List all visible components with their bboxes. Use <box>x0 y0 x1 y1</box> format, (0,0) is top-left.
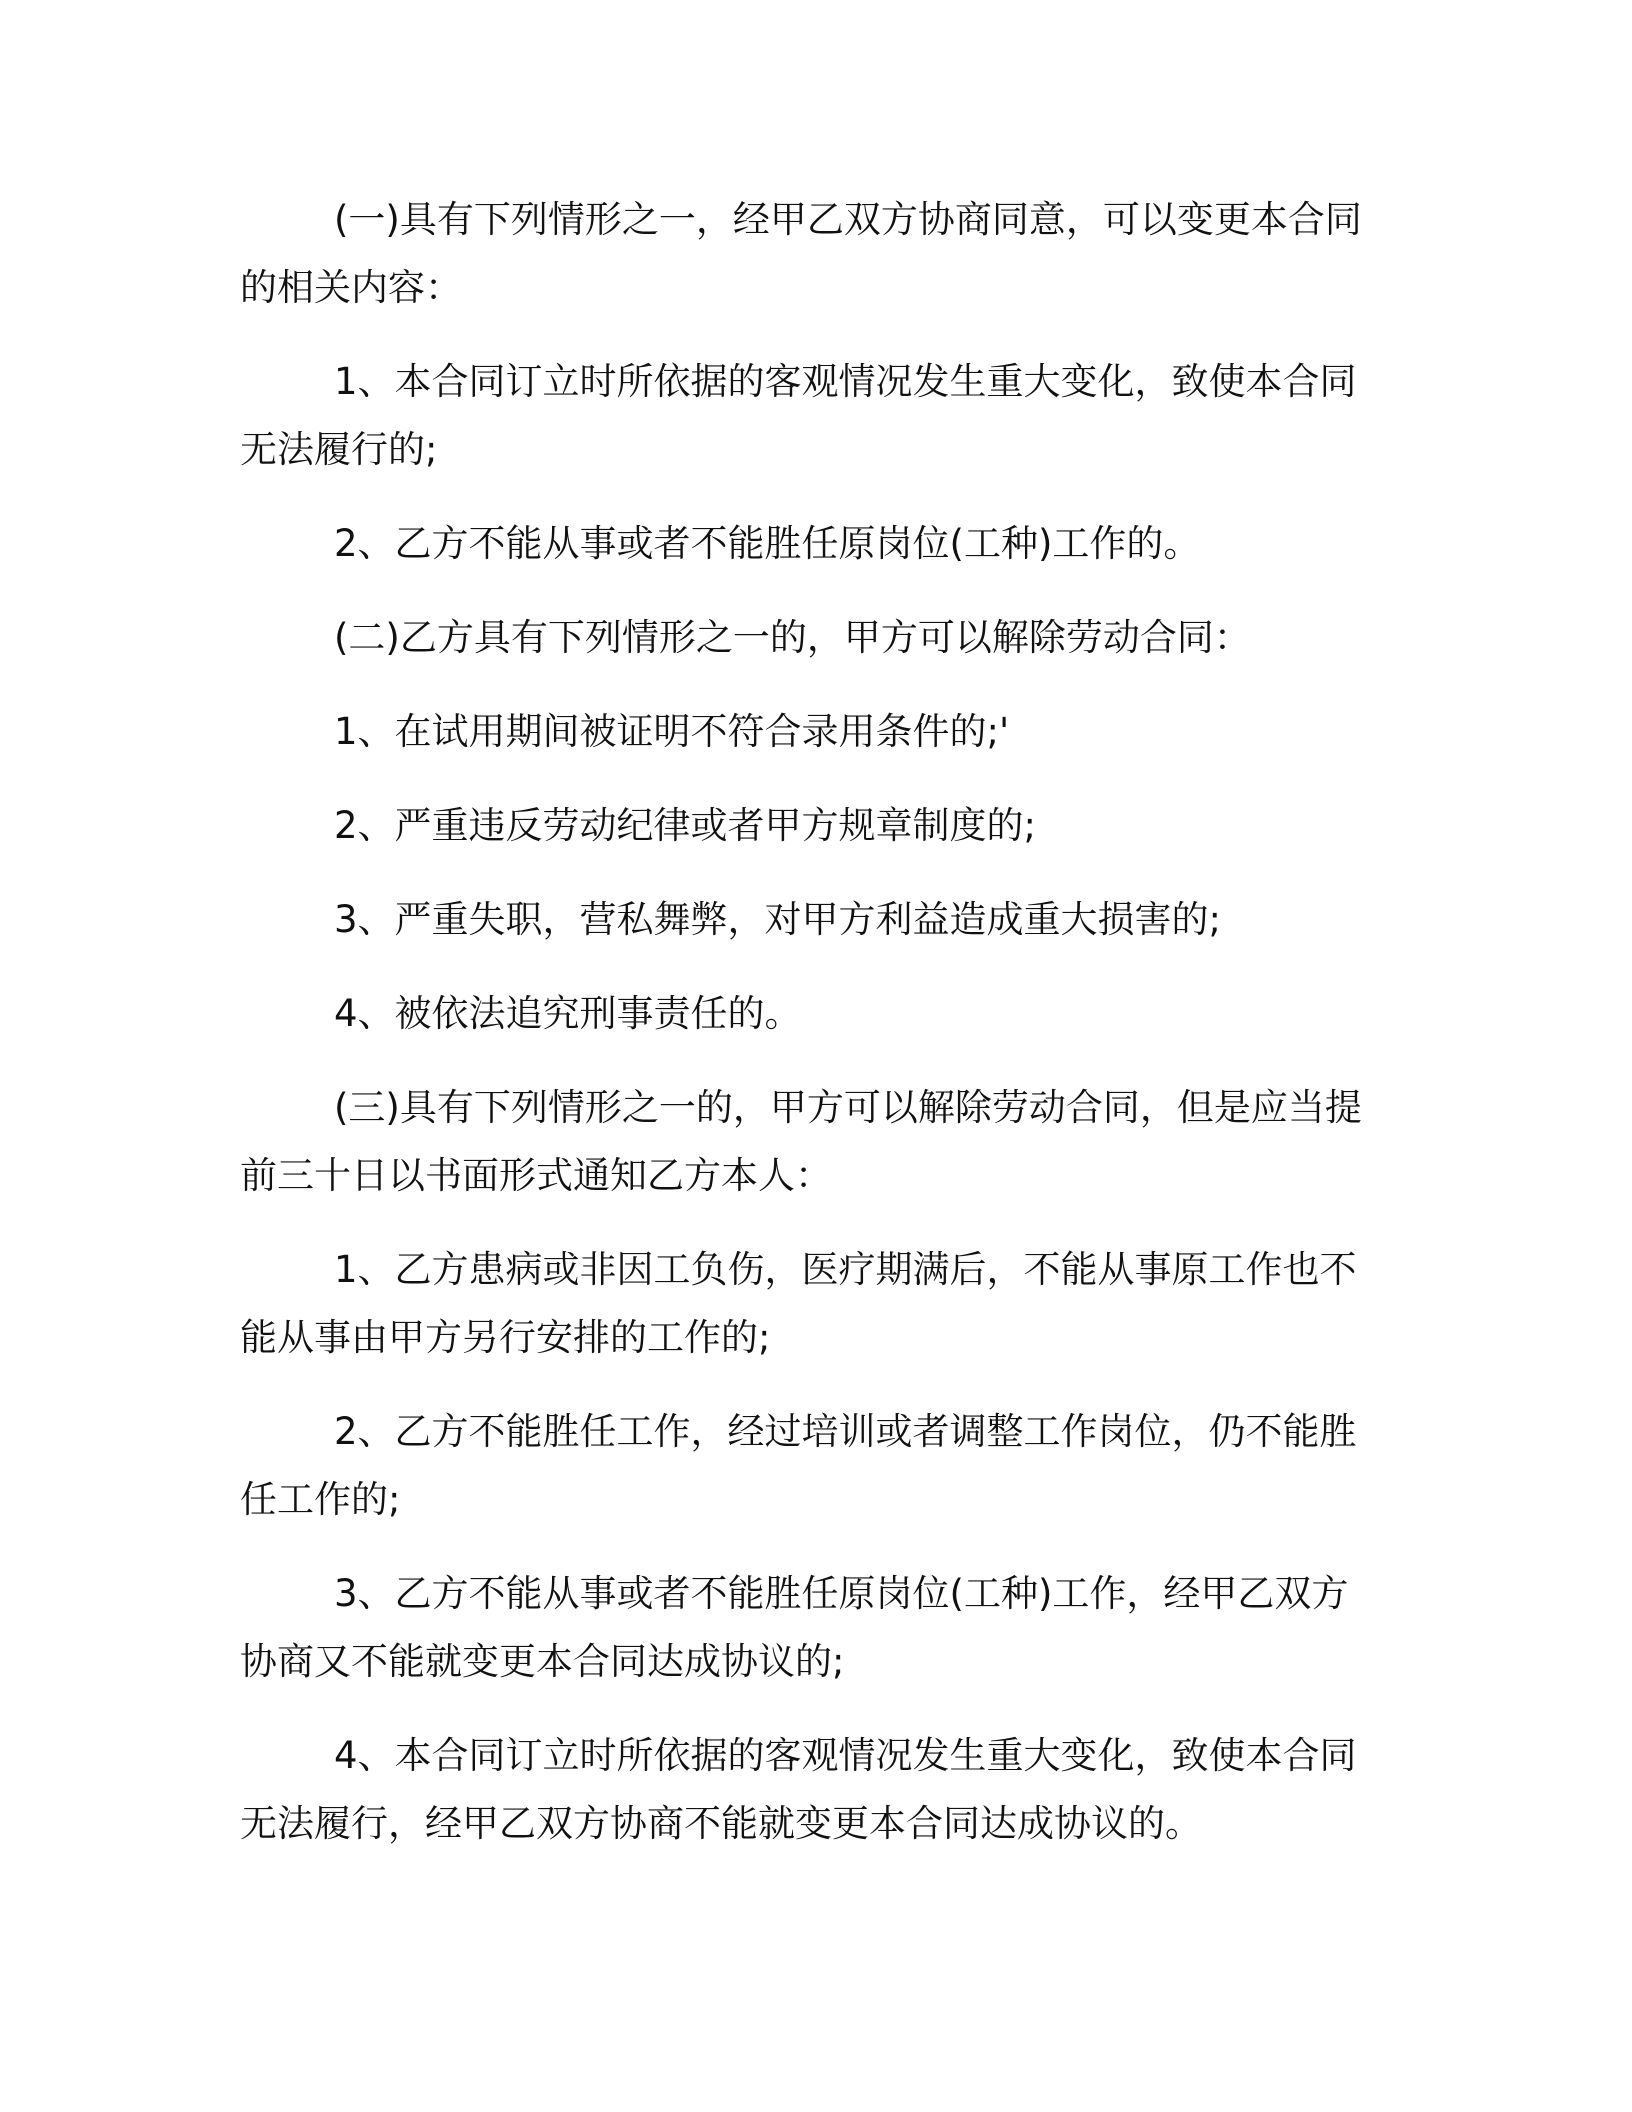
paragraph-section-3-item-4: 4、本合同订立时所依据的客观情况发生重大变化，致使本合同无法履行，经甲乙双方协商不能就变更本合同达成协议的。 <box>240 1734 1357 1845</box>
paragraph-section-3-heading: (三)具有下列情形之一的，甲方可以解除劳动合同，但是应当提前三十日以书面形式通知乙方本人： <box>240 1086 1362 1197</box>
document-body <box>240 186 1380 1884</box>
paragraph-section-3-item-3: 3、乙方不能从事或者不能胜任原岗位(工种)工作，经甲乙双方协商又不能就变更本合同达成协议的; <box>240 1572 1349 1683</box>
paragraph-section-1-item-2: 2、乙方不能从事或者不能胜任原岗位(工种)工作的。 <box>334 522 1201 565</box>
paragraph-section-2-item-4: 4、被依法追究刑事责任的。 <box>334 992 802 1035</box>
paragraph-section-1-item-1: 1、本合同订立时所依据的客观情况发生重大变化，致使本合同无法履行的; <box>240 360 1357 471</box>
paragraph-section-2-item-1: 1、在试用期间被证明不符合录用条件的;' <box>334 710 1010 753</box>
paragraph-section-2-item-2: 2、严重违反劳动纪律或者甲方规章制度的; <box>334 804 1037 847</box>
paragraph-section-3-item-2: 2、乙方不能胜任工作，经过培训或者调整工作岗位，仍不能胜任工作的; <box>240 1410 1357 1521</box>
paragraph-section-2-item-3: 3、严重失职，营私舞弊，对甲方利益造成重大损害的; <box>334 898 1222 941</box>
paragraph-section-1-heading: (一)具有下列情形之一，经甲乙双方协商同意，可以变更本合同的相关内容： <box>240 198 1362 309</box>
paragraph-section-2-heading: (二)乙方具有下列情形之一的，甲方可以解除劳动合同： <box>334 616 1251 659</box>
paragraph-section-3-item-1: 1、乙方患病或非因工负伤，医疗期满后，不能从事原工作也不能从事由甲方另行安排的工作的; <box>240 1248 1357 1359</box>
